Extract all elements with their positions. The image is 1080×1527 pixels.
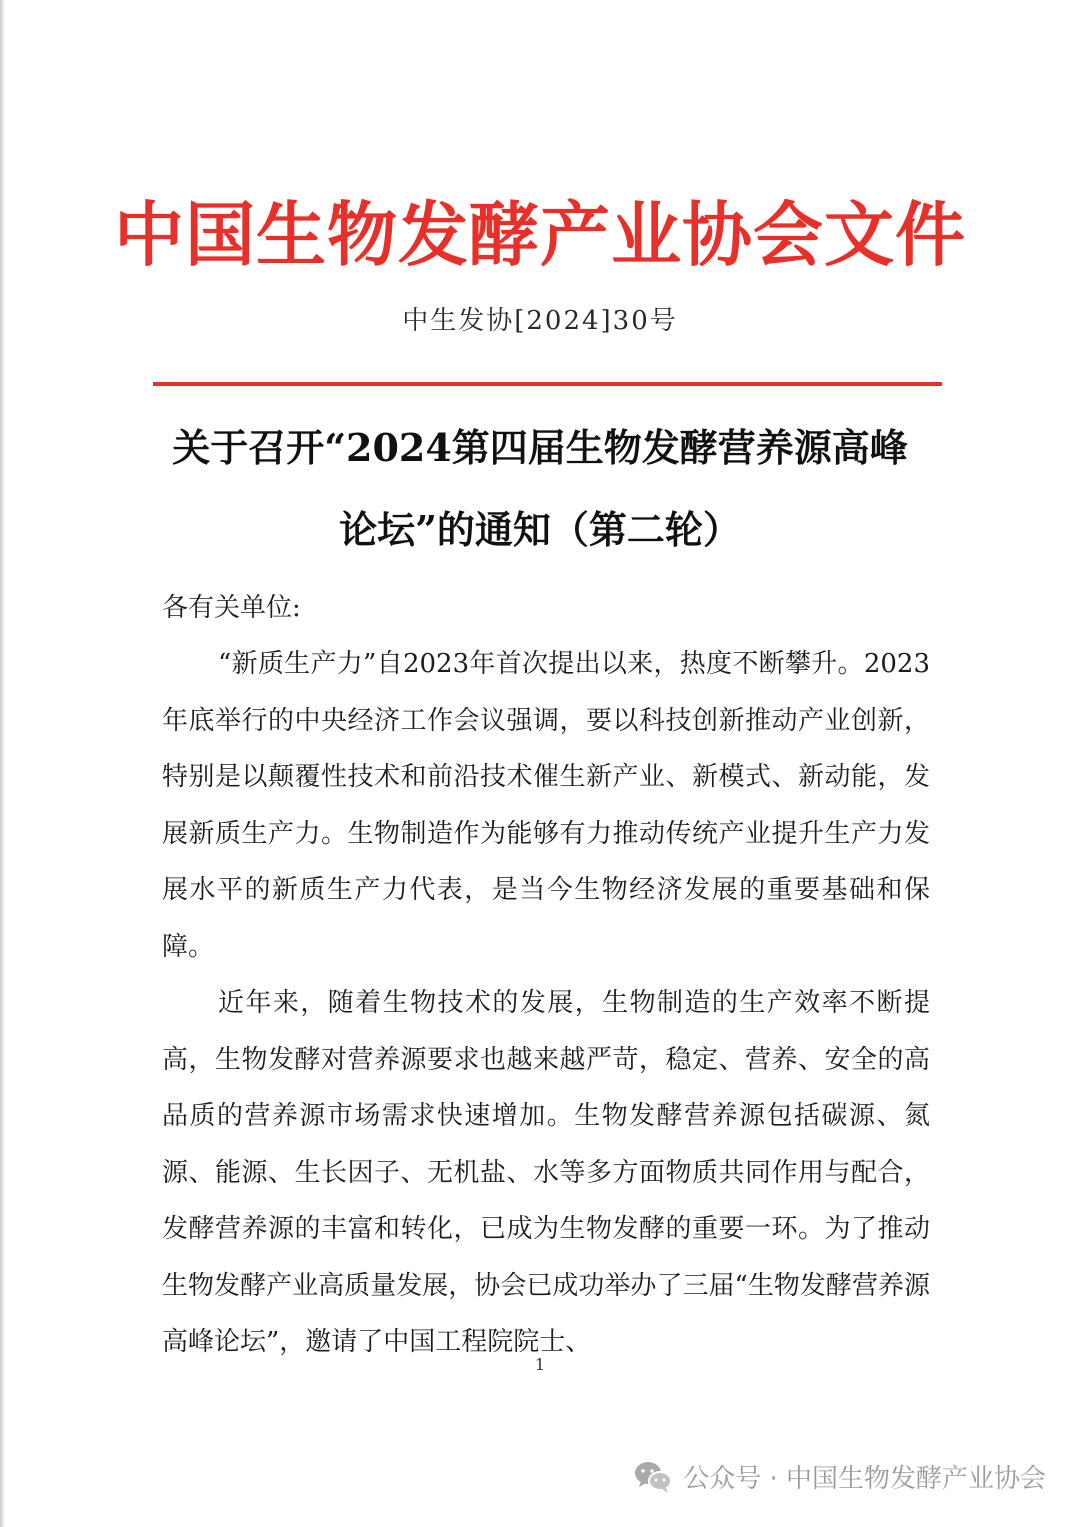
notice-title-line-2: 论坛”的通知（第二轮） [339,507,741,552]
body-paragraph-1: “新质生产力”自2023年首次提出以来，热度不断攀升。2023年底举行的中央经济工作会议强调，要以科技创新推动产业创新，特别是以颠覆性技术和前沿技术催生新产业、新模式、新动能，发展新质生产力。生物制造作为能够有力推动传统产业提升生产力发展水平的新质生产力代表，是当今生物经济发展的重要基础和保障。 [162,649,930,962]
page-number: 1 [534,1355,546,1374]
header-divider [153,382,942,386]
wechat-icon [633,1460,673,1494]
wechat-watermark [633,1458,1046,1495]
notice-title-line-1: 关于召开“2024第四届生物发酵营养源高峰 [172,425,908,470]
body-paragraph-2: 近年来，随着生物技术的发展，生物制造的生产效率不断提高，生物发酵对营养源要求也越来越严苛，稳定、营养、安全的高品质的营养源市场需求快速增加。生物发酵营养源包括碳源、氮源、能源、生长因子、无机盐、水等多方面物质共同作用与配合，发酵营养源的丰富和转化，已成为生物发酵的重要一环。为了推动生物发酵产业高质量发展，协会已成功举办了三届“生物发酵营养源高峰论坛”，邀请了中国工程院院士、 [162,988,930,1357]
watermark-text: 公众号 · 中国生物发酵产业协会 [683,1464,1046,1494]
salutation: 各有关单位: [162,593,301,623]
document-number: 中生发协[2024]30号 [402,306,678,336]
document-header-title: 中国生物发酵产业协会文件 [114,194,966,276]
